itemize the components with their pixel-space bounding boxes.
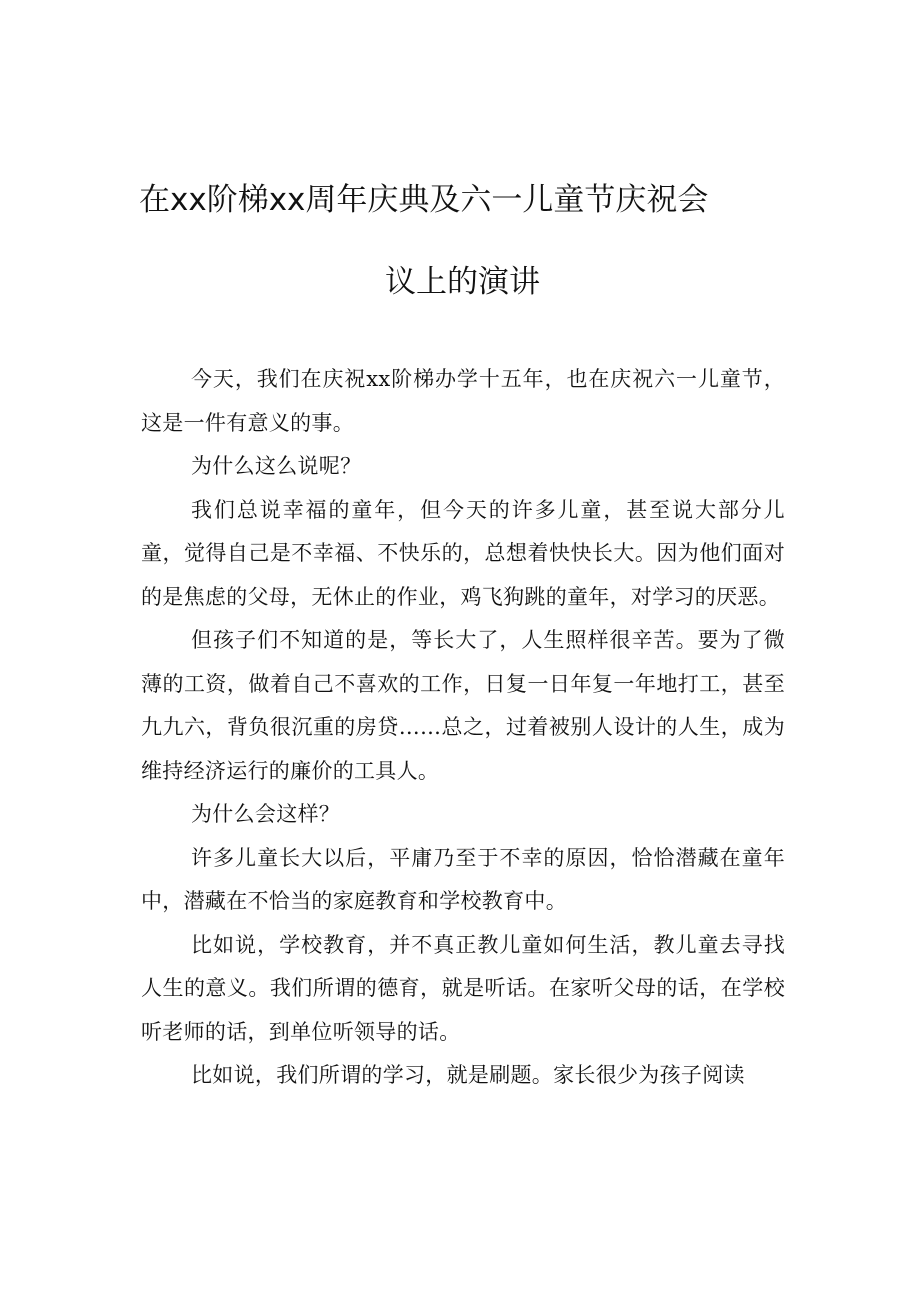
paragraph: 为什么会这样？: [191, 802, 341, 826]
document-body: [141, 358, 785, 1098]
paragraph: 我们总说幸福的童年，但今天的许多儿童，甚至说大部分儿童，觉得自己是不幸福、不快乐的，总想着快快长大。因为他们面对的是焦虑的父母，无休止的作业，鸡飞狗跳的童年，对学习的厌恶。: [141, 497, 785, 609]
paragraph: 但孩子们不知道的是，等长大了，人生照样很辛苦。要为了微薄的工资，做着自己不喜欢的工作，日复一日年复一年地打工，甚至九九六，背负很沉重的房贷……总之，过着被别人设计的人生，成为维持经济运行的廉价的工具人。: [141, 628, 785, 783]
paragraph: 比如说，我们所谓的学习，就是刷题。家长很少为孩子阅读: [191, 1063, 745, 1087]
paragraph: 今天，我们在庆祝xx阶梯办学十五年，也在庆祝六一儿童节，这是一件有意义的事。: [141, 367, 785, 435]
paragraph: 为什么这么说呢？: [191, 454, 362, 478]
paragraph: 许多儿童长大以后，平庸乃至于不幸的原因，恰恰潜藏在童年中，潜藏在不恰当的家庭教育和学校教育中。: [141, 845, 785, 913]
document-title-line-2: 议上的演讲: [385, 264, 540, 300]
document-title-line-1: 在xx阶梯xx周年庆典及六一儿童节庆祝会: [139, 182, 709, 218]
paragraph: 比如说，学校教育，并不真正教儿童如何生活，教儿童去寻找人生的意义。我们所谓的德育，就是听话。在家听父母的话，在学校听老师的话，到单位听领导的话。: [141, 932, 785, 1044]
